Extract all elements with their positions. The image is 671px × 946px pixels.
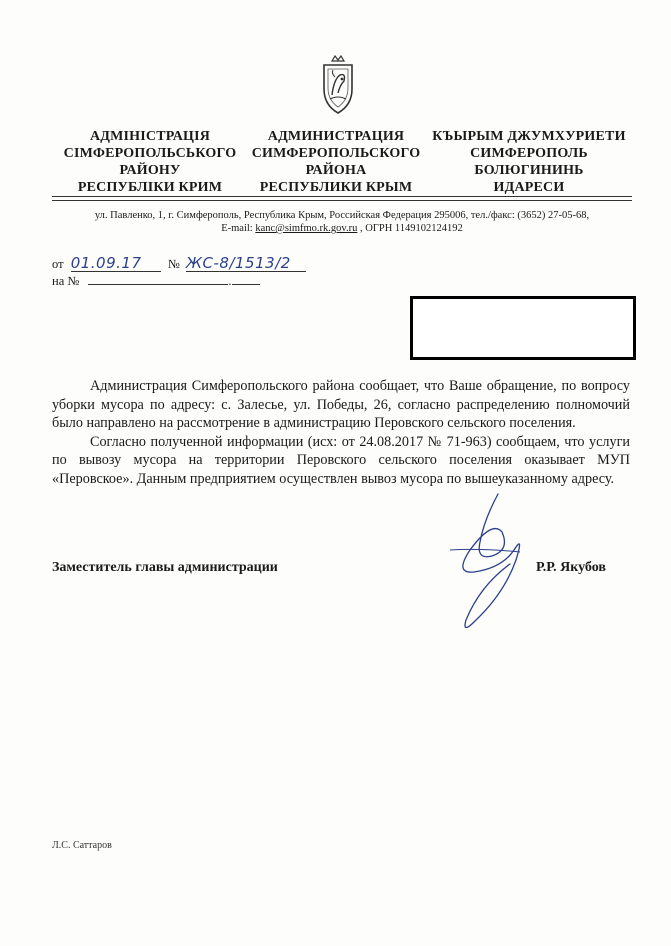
crimea-coat-of-arms-icon xyxy=(318,55,358,117)
signatory-name: Р.Р. Якубов xyxy=(536,560,606,575)
header-ua-line: СІМФЕРОПОЛЬСЬКОГО xyxy=(63,146,237,161)
reference-blank xyxy=(232,272,260,285)
header-ru-line: РЕСПУБЛИКИ КРЫМ xyxy=(259,180,413,195)
header-ua-line: РАЙОНУ xyxy=(119,163,181,178)
contact-address: ул. Павленко, 1, г. Симферополь, Республика Крым, Российская Федерация 295006, тел./факс: (3652) 27-05-68, xyxy=(94,210,590,221)
header-ua-line: РЕСПУБЛІКИ КРИМ xyxy=(77,180,223,195)
ogrn-text: , ОГРН 1149102124192 xyxy=(359,223,463,234)
header-crh-line: БОЛЮГИНИНЬ xyxy=(474,163,584,178)
registration-line xyxy=(52,255,306,272)
outgoing-number: ЖС-8/1513/2 xyxy=(186,255,306,272)
outgoing-date: 01.09.17 xyxy=(71,255,161,272)
reference-dot: . xyxy=(228,274,232,288)
header-ua-line: АДМІНІСТРАЦІЯ xyxy=(89,129,211,144)
header-ru-line: РАЙОНА xyxy=(305,163,367,178)
email-label: E-mail: xyxy=(221,223,253,234)
header-ru-line: СИМФЕРОПОЛЬСКОГО xyxy=(251,146,421,161)
signatory-title: Заместитель главы администрации xyxy=(52,560,278,575)
reference-blank xyxy=(160,272,228,285)
handwritten-signature xyxy=(440,490,550,640)
body-paragraph: Согласно полученной информации (исх: от 24.08.2017 № 71-963) сообщаем, что услуги по вывозу мусора на территории Перовского сельского поселения оказывает МУП «Перовское». Данным предприятием осуществлен вывоз мусора по вышеуказанному адресу. xyxy=(52,433,630,487)
reference-label: на № xyxy=(52,274,80,288)
contact-email-line xyxy=(52,222,632,235)
redacted-recipient-box xyxy=(410,296,636,360)
header-crh-line: СИМФЕРОПОЛЬ xyxy=(470,146,588,161)
header-crimean-tatar xyxy=(425,128,633,196)
reference-line xyxy=(52,272,260,289)
letter-body xyxy=(52,377,630,488)
email-link[interactable]: kanc@simfmo.rk.gov.ru xyxy=(255,223,358,234)
header-ukrainian xyxy=(52,128,248,196)
header-divider xyxy=(52,196,632,197)
from-label: от xyxy=(52,257,64,271)
header-ru-line: АДМИНИСТРАЦИЯ xyxy=(267,129,405,144)
header-crh-line: КЪЫРЫМ ДЖУМХУРИЕТИ xyxy=(432,129,626,144)
reference-blank xyxy=(88,272,160,285)
header-divider xyxy=(52,200,632,201)
header-russian xyxy=(238,128,434,196)
body-paragraph: Администрация Симферопольского района сообщает, что Ваше обращение, по вопросу уборки мусора по адресу: с. Залесье, ул. Победы, 26, согласно распределению полномочий было направлено на рассмотрение в администрацию Перовского сельского поселения. xyxy=(52,378,630,431)
contact-info xyxy=(52,209,632,235)
number-label: № xyxy=(167,257,180,271)
executor-name: Л.С. Саттаров xyxy=(52,840,112,851)
header-crh-line: ИДАРЕСИ xyxy=(493,180,565,195)
